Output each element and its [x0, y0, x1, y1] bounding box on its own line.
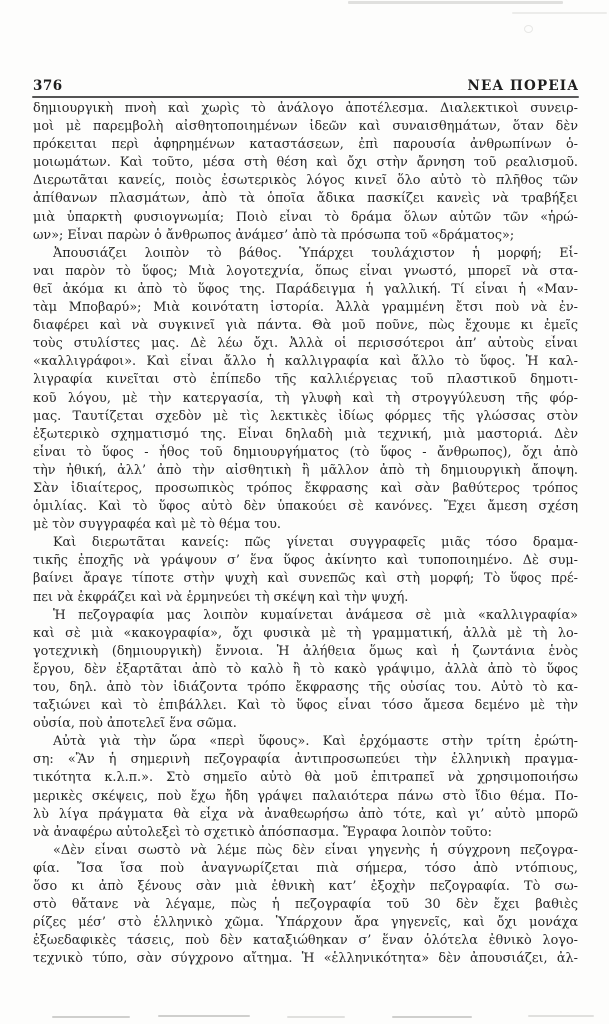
text-line: μερικὲς σκέψεις, ποὺ ἔχω ἤδη γράψει παλαιότερα πάνω στὸ ἴδιο θέμα. Πο-	[33, 788, 578, 804]
text-line: μιὰ ὑπαρκτὴ φυσιογνωμία; Ποιὸ εἶναι τὸ δράμα ὅλων αὐτῶν τῶν «ἡρώ-	[33, 209, 578, 225]
text-line: πει νὰ ἐκφράζει καὶ νὰ ἑρμηνεύει τὴ σκέψη καὶ τὴν ψυχή.	[33, 589, 409, 605]
page-header	[33, 78, 579, 95]
paragraph	[33, 245, 578, 535]
text-line: δημιουργικὴ πνοὴ καὶ χωρὶς τὸ ἀνάλογο ἀποτέλεσμα. Διαλεκτικοὶ συνειρ-	[33, 101, 578, 116]
text-line: πρόκειται περὶ ἀφηρημένων καταστάσεων, ἐπὶ παρουσία ἀνθρωπίνων ὁ-	[33, 137, 578, 153]
text-line: λιγραφία κινεῖται στὸ ἐπίπεδο τῆς καλλιέργειας τοῦ πλαστικοῦ δημοτι-	[33, 372, 578, 388]
scan-artifact-bottom-5	[528, 1015, 594, 1017]
text-line: τοὺς στυλίστες μας. Δὲ λέω ὄχι. Ἀλλὰ οἱ περισσότεροι ἀπ’ αὐτοὺς εἶναι	[33, 336, 578, 352]
text-line: φία. Ἴσα ἴσα ποὺ ἀναγνωρίζεται πιὰ σήμερα, τόσο ἀπὸ ντόπιους,	[33, 860, 578, 876]
text-line: τὰμ Μποβαρύ»; Μιὰ κοινότατη ἱστορία. Ἀλλὰ γραμμένη ἔτσι ποὺ νὰ ἐν-	[33, 300, 578, 316]
text-line: τὴν ἠθική, ἀλλ’ ἀπὸ τὴν αἰσθητικὴ ἢ μᾶλλον ἀπὸ τὴ δημιουργικὴ ἄποψη.	[33, 462, 578, 478]
scan-artifact-bottom-1	[52, 1016, 130, 1018]
scan-artifact-bottom-4	[392, 1016, 472, 1018]
paragraph	[33, 733, 578, 842]
text-line: Διερωτᾶται κανείς, ποιὸς ἐσωτερικὸς λόγος κινεῖ ὅλο αὐτὸ τὸ πλῆθος τῶν	[33, 173, 578, 189]
text-line: νὰ ἀναφέρω αὐτολεξεὶ τὸ σχετικὸ ἀπόσπασμα. Ἔγραφα λοιπὸν τοῦτο:	[33, 824, 492, 840]
text-line: μοιωμάτων. Καὶ τοῦτο, μέσα στὴ θέση καὶ ὄχι στὴν ἄρνηση τοῦ ρεαλισμοῦ.	[33, 155, 578, 171]
text-line: ταξιώνει καὶ τὸ ἐπιβάλλει. Καὶ τὸ ὕφος εἶναι τόσο ἄμεσα δεμένο μὲ τὴν	[33, 698, 578, 714]
text-line: τικότητα κ.λ.π.». Στὸ σημεῖο αὐτὸ θὰ μοῦ ἐπιτραπεῖ νὰ χρησιμοποιήσω	[33, 770, 578, 786]
paragraph	[33, 534, 578, 606]
journal-title: ΝΕΑ ΠΟΡΕΙΑ	[467, 78, 579, 94]
text-line: ἔργου, δὲν ἐξαρτᾶται ἀπὸ τὸ καλὸ ἢ τὸ κακὸ γράψιμο, ἀλλὰ ἀπὸ τὸ ὕφος	[33, 661, 578, 677]
text-line: μας. Ταυτίζεται σχεδὸν μὲ τὶς λεκτικὲς ἰδίως φόρμες τῆς γλώσσας στὸν	[33, 408, 578, 424]
text-line: εἶναι τὸ ὕφος - ἦθος τοῦ δημιουργήματος (τὸ ὕφος - ἄνθρωπος), ὄχι ἀπὸ	[33, 444, 578, 460]
text-line: μὲ τὸν συγγραφέα καὶ μὲ τὸ θέμα του.	[33, 517, 281, 533]
text-line: ὅσο κι ἀπὸ ξένους σὰν μιὰ ἐθνικὴ κατ’ ἐξοχὴν πεζογραφία. Τὸ σω-	[33, 879, 578, 895]
text-line: ναι παρὸν τὸ ὕφος; Μιὰ λογοτεχνία, ὅπως εἶναι γνωστό, μπορεῖ νὰ στα-	[33, 263, 578, 279]
text-line: ὁμιλίας. Καὶ τὸ ὕφος αὐτὸ δὲν ὑπακούει σὲ κανόνες. Ἔχει ἄμεση σχέση	[33, 499, 578, 515]
text-line: «Δὲν εἶναι σωστὸ νὰ λέμε πὼς δὲν εἶναι γηγενὴς ἡ σύγχρονη πεζογρα-	[53, 842, 578, 858]
text-line: ἐξωτερικὸ σχηματισμό της. Εἶναι δηλαδὴ μιὰ τεχνική, μιὰ μαστοριά. Δὲν	[33, 426, 578, 442]
scan-artifact-bottom-2	[158, 1015, 250, 1017]
text-line: Σὰν ἰδιαίτερος, προσωπικὸς τρόπος ἔκφρασης καὶ σὰν βαθύτερος τρόπος	[33, 480, 578, 496]
text-line: «καλλιγράφοι». Καὶ εἶναι ἄλλο ἡ καλλιγραφία καὶ ἄλλο τὸ ὕφος. Ἡ καλ-	[33, 354, 578, 370]
scan-artifact-top-right	[512, 12, 607, 14]
text-line: τεχνικὸ τύπο, σὰν σύγχρονο αἴτημα. Ἡ «ἑλληνικότητα» δὲν ἀπουσιάζει, ἀλ-	[33, 951, 578, 967]
header-rule	[32, 96, 579, 98]
text-line: ρίζες μέσ’ στὸ ἑλληνικὸ χῶμα. Ὑπάρχουν ἄρα γηγενεῖς, καὶ ὄχι μονάχα	[33, 915, 578, 931]
paragraph	[33, 607, 578, 734]
page-number: 376	[33, 78, 63, 94]
text-line: γοτεχνικὴ (δημιουργικὴ) ἔννοια. Ἡ ἀλήθεια ὅμως καὶ ἡ ζωντάνια ἑνὸς	[33, 643, 578, 659]
text-line: Αὐτὰ γιὰ τὴν ὥρα «περὶ ὕφους». Καὶ ἐρχόμαστε στὴν τρίτη ἐρώτη-	[53, 734, 578, 750]
text-line: κοῦ λόγου, μὲ τὴν κατεργασία, τὴ γλυφὴ καὶ τὴ στρογγύλευση τῆς φόρ-	[33, 390, 578, 406]
text-line: του, δηλ. ἀπὸ τὸν ἰδιάζοντα τρόπο ἔκφρασης τῆς οὐσίας του. Αὐτὸ τὸ κα-	[33, 680, 578, 695]
scan-artifact-bottom-3	[287, 1016, 345, 1018]
text-line: στὸ θἄτανε νὰ λέγαμε, πὼς ἡ πεζογραφία τοῦ 30 δὲν ἔχει βαθιὲς	[33, 897, 578, 913]
scan-artifact-top	[348, 1, 563, 4]
text-line: Ἡ πεζογραφία μας λοιπὸν κυμαίνεται ἀνάμεσα σὲ μιὰ «καλλιγραφία»	[53, 607, 578, 623]
text-line: τικῆς ἐποχῆς νὰ γράψουν σ’ ἕνα ὕφος ἀκίνητο καὶ τυποποιημένο. Δὲ συμ-	[33, 553, 578, 569]
text-line: Ἀπουσιάζει λοιπὸν τὸ βάθος. Ὑπάρχει τουλάχιστον ἡ μορφή; Εἶ-	[53, 245, 578, 261]
text-line: Καὶ διερωτᾶται κανείς: πῶς γίνεται συγγραφεῖς μιᾶς τόσο δραμα-	[53, 535, 578, 551]
text-block	[33, 100, 578, 969]
paragraph	[33, 842, 578, 969]
text-line: διαφέρει καὶ νὰ συγκινεῖ γιὰ πάντα. Θὰ μοῦ ποῦνε, πὼς ἔχουμε κι ἐμεῖς	[33, 318, 578, 334]
text-line: καὶ σὲ μιὰ «κακογραφία», ὄχι φυσικὰ μὲ τὴ γραμματική, ἀλλὰ μὲ τὴ λο-	[33, 625, 578, 641]
text-line: θεῖ ἀκόμα κι ἀπὸ τὸ ὕφος της. Παράδειγμα ἡ γαλλική. Τί εἶναι ἡ «Μαν-	[33, 281, 578, 297]
scan-artifact-dot	[524, 25, 533, 33]
text-line: βαίνει ἄραγε τίποτε στὴν ψυχὴ καὶ συνεπῶς καὶ στὴ μορφή; Τὸ ὕφος πρέ-	[33, 571, 578, 587]
text-line: ἀπίθανων πλασμάτων, ἀπὸ τὰ ὁποῖα ἄδικα πασκίζει κανεὶς νὰ τραβήξει	[33, 191, 578, 207]
text-line: μοὶ μὲ παρεμβολὴ αἰσθητοποιημένων ἰδεῶν καὶ συναισθημάτων, ὅταν δὲν	[33, 119, 578, 135]
text-line: ἐξωεδαφικὲς τάσεις, ποὺ δὲν καταξιώθηκαν σ’ ἕναν ὁλότελα ἐθνικὸ λογο-	[33, 933, 578, 949]
text-line: ση: «Ἂν ἡ σημερινὴ πεζογραφία ἀντιπροσωπεύει τὴν ἑλληνικὴ πραγμα-	[33, 752, 578, 768]
text-line: οὐσία, ποὺ ἀποτελεῖ ἕνα σῶμα.	[33, 716, 237, 732]
paragraph	[33, 100, 578, 245]
text-line: λὺ λίγα πράγματα θὰ εἶχα νὰ ἀναθεωρήσω ἀπὸ τότε, καὶ γι’ αὐτὸ μπορῶ	[33, 806, 578, 822]
text-line: ων»; Εἶναι παρὼν ὁ ἄνθρωπος ἀνάμεσ’ ἀπὸ τὰ πρόσωπα τοῦ «δράματος»;	[33, 227, 515, 243]
